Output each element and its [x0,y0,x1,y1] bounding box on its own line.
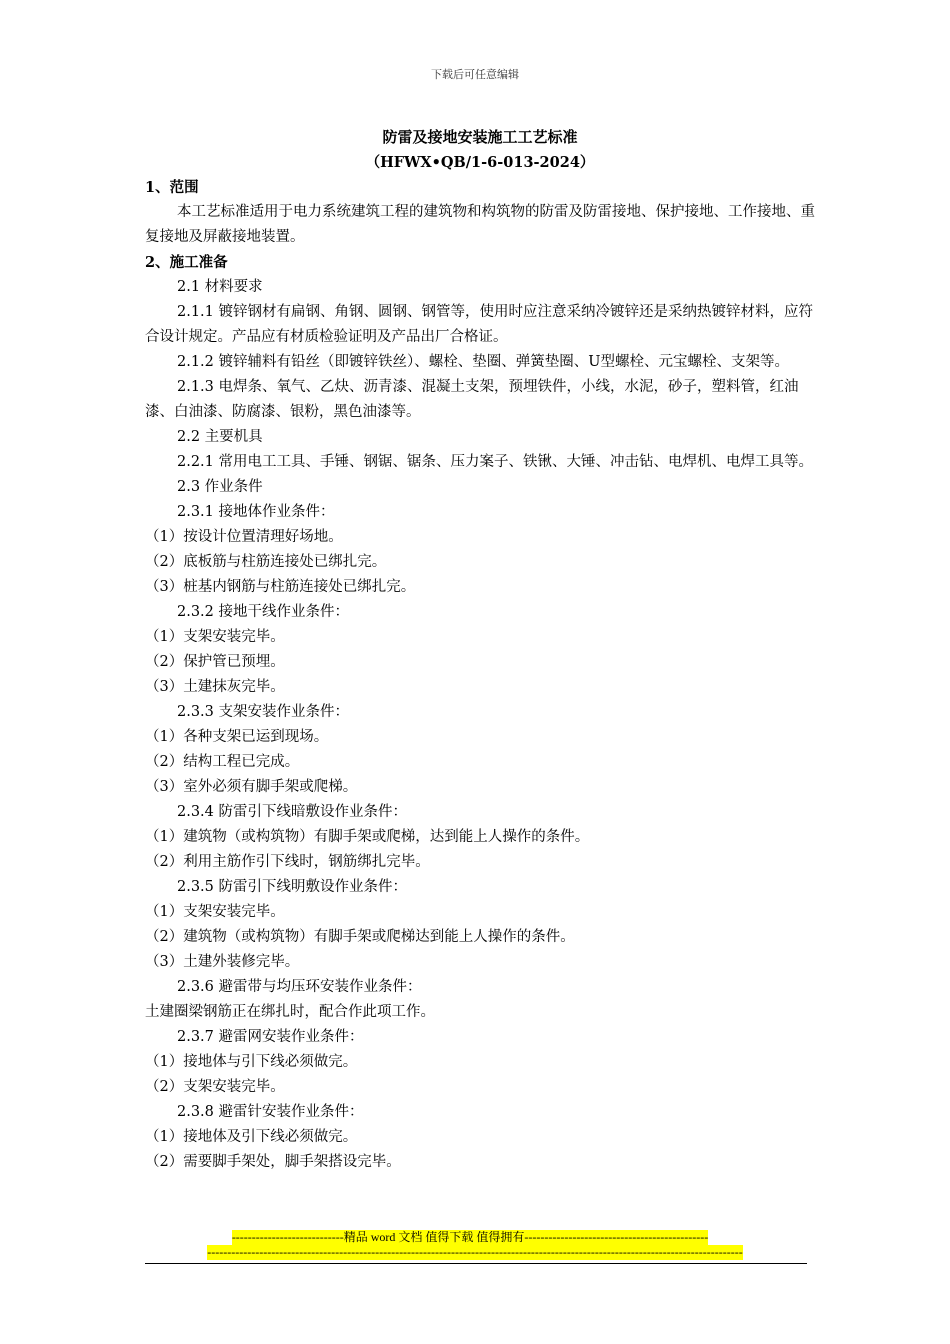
list-item: （2）需要脚手架处，脚手架搭设完毕。 [145,1154,401,1170]
heading-2-3-1: 2.3.1 接地体作业条件： [177,504,335,520]
list-item: （1）各种支架已运到现场。 [145,729,329,745]
section-heading-scope: 1、范围 [145,179,199,196]
footer-banner [0,1230,950,1260]
list-item: （2）建筑物（或构筑物）有脚手架或爬梯达到能上人操作的条件。 [145,929,575,945]
subsection-2-1: 2.1 材料要求 [177,279,263,295]
list-item: （2）利用主筋作引下线时，钢筋绑扎完毕。 [145,854,430,870]
list-item: （2）底板筋与柱筋连接处已绑扎完。 [145,554,387,570]
heading-2-3-8: 2.3.8 避雷针安装作业条件： [177,1104,364,1120]
list-item: （1）按设计位置清理好场地。 [145,529,343,545]
list-item: （3）桩基内钢筋与柱筋连接处已绑扎完。 [145,579,416,595]
bottom-rule [145,1263,807,1264]
list-item: （2）保护管已预埋。 [145,654,285,670]
document-title: 防雷及接地安装施工工艺标准 [382,128,578,146]
footer-banner-line2: -------------------------------------------------------------------------------------------------------------------------------------- [207,1245,743,1259]
heading-2-3-5: 2.3.5 防雷引下线明敷设作业条件： [177,879,408,895]
subsection-2-3: 2.3 作业条件 [177,479,263,495]
heading-2-3-3: 2.3.3 支架安装作业条件： [177,704,350,720]
heading-2-3-6: 2.3.6 避雷带与均压环安装作业条件： [177,979,422,995]
list-item: （3）室外必须有脚手架或爬梯。 [145,779,358,795]
paragraph-2-1-3: 2.1.3 电焊条、氧气、乙炔、沥青漆、混凝土支架，预埋铁件，小线，水泥，砂子，塑料管，红油漆、白油漆、防腐漆、银粉，黑色油漆等。 [145,379,799,420]
document-body [145,124,815,1175]
paragraph-2-1-2: 2.1.2 镀锌辅料有铅丝（即镀锌铁丝）、螺栓、垫圈、弹簧垫圈、U型螺栓、元宝螺栓、支架等。 [177,354,789,370]
list-item: （2）支架安装完毕。 [145,1079,285,1095]
heading-2-3-2: 2.3.2 接地干线作业条件： [177,604,350,620]
footer-banner-line1: ----------------------------精品 word 文档 值得下载 值得拥有---------------------------------------------- [231,1230,709,1244]
section-heading-preparation: 2、施工准备 [145,254,228,271]
paragraph-2-2-1: 2.2.1 常用电工工具、手锤、钢锯、锯条、压力案子、铁锹、大锤、冲击钻、电焊机、电焊工具等。 [177,454,813,470]
heading-2-3-7: 2.3.7 避雷网安装作业条件： [177,1029,364,1045]
list-item: （1）建筑物（或构筑物）有脚手架或爬梯，达到能上人操作的条件。 [145,829,590,845]
list-item: （1）支架安装完毕。 [145,904,285,920]
scope-paragraph: 本工艺标准适用于电力系统建筑工程的建筑物和构筑物的防雷及防雷接地、保护接地、工作接地、重复接地及屏蔽接地装置。 [145,204,815,245]
document-code: （HFWX•QB/1-6-013-2024） [365,154,595,171]
list-item: （2）结构工程已完成。 [145,754,300,770]
paragraph-2-1-1: 2.1.1 镀锌钢材有扁钢、角钢、圆钢、钢管等，使用时应注意采纳冷镀锌还是采纳热镀锌材料，应符合设计规定。产品应有材质检验证明及产品出厂合格证。 [145,304,813,345]
list-item: （1）接地体与引下线必须做完。 [145,1054,358,1070]
subsection-2-2: 2.2 主要机具 [177,429,263,445]
list-item: （3）土建抹灰完毕。 [145,679,285,695]
heading-2-3-4: 2.3.4 防雷引下线暗敷设作业条件： [177,804,408,820]
header-note: 下载后可任意编辑 [431,68,519,81]
list-item: （1）支架安装完毕。 [145,629,285,645]
list-item: （1）接地体及引下线必须做完。 [145,1129,358,1145]
list-item: （3）土建外装修完毕。 [145,954,300,970]
paragraph-2-3-6: 土建圈梁钢筋正在绑扎时，配合作此项工作。 [145,1004,435,1020]
